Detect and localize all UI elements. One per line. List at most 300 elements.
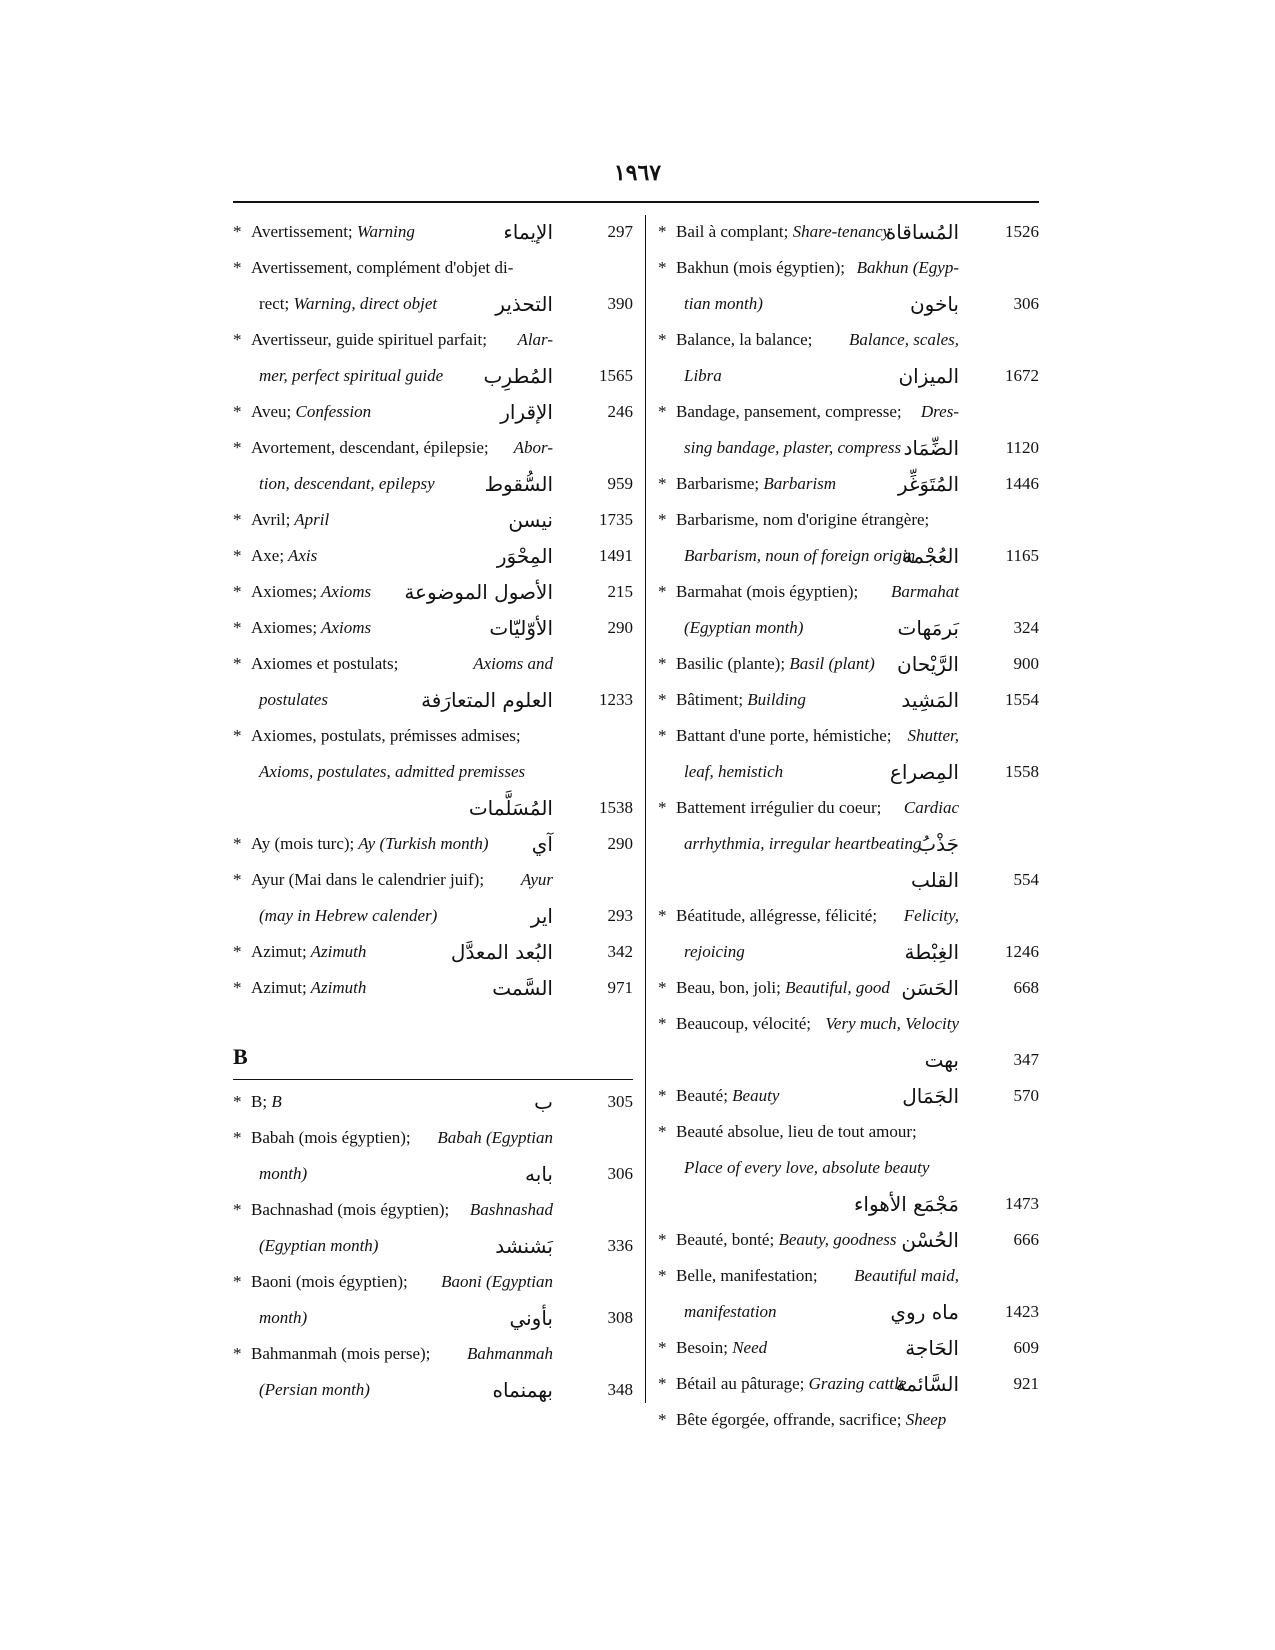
entry-line <box>658 1006 1039 1042</box>
french-term: Baoni (mois égyptien); <box>251 1272 408 1291</box>
english-term: Abor- <box>513 438 553 457</box>
entry-bullet: * <box>233 870 242 889</box>
dictionary-entry <box>233 862 633 934</box>
arabic-term: المَشِيد <box>901 688 959 712</box>
english-term: Beautiful maid, <box>854 1266 959 1285</box>
entry-bullet: * <box>658 978 667 997</box>
entry-text <box>676 466 836 502</box>
dictionary-entry <box>233 394 633 430</box>
entry-line <box>658 286 1039 322</box>
entry-line <box>658 1042 1039 1078</box>
entry-text <box>676 1006 959 1042</box>
entry-text <box>676 1258 959 1294</box>
entry-text <box>251 718 553 754</box>
entry-bullet: * <box>233 582 242 601</box>
arabic-term: المُساقاة <box>885 220 959 244</box>
entry-bullet: * <box>658 654 667 673</box>
entry-text <box>251 610 371 646</box>
entry-text <box>251 574 371 610</box>
english-term: month) <box>259 1308 308 1327</box>
entry-bullet: * <box>233 1092 242 1111</box>
french-term: Bâtiment; <box>676 690 744 709</box>
english-term: (Persian month) <box>259 1380 370 1399</box>
english-term: Bakhun (Egyp- <box>856 258 959 277</box>
entry-bullet: * <box>233 510 242 529</box>
entry-text <box>251 1120 553 1156</box>
dictionary-entry <box>658 1402 1039 1438</box>
entry-number: 293 <box>607 906 633 925</box>
english-term: Basil (plant) <box>785 654 875 673</box>
entry-bullet: * <box>658 402 667 421</box>
entry-bullet: * <box>233 222 242 241</box>
entry-number: 668 <box>1013 978 1039 997</box>
english-term: Barmahat <box>891 582 959 601</box>
entry-bullet: * <box>658 1122 667 1141</box>
french-term: Bahmanmah (mois perse); <box>251 1344 431 1363</box>
entry-bullet: * <box>233 618 242 637</box>
entry-number: 215 <box>607 582 633 601</box>
entry-number: 971 <box>607 978 633 997</box>
entry-number: 1423 <box>1005 1302 1039 1321</box>
entry-line <box>233 358 633 394</box>
entry-bullet: * <box>658 690 667 709</box>
entry-line <box>233 1264 633 1300</box>
dictionary-entry <box>233 646 633 718</box>
dictionary-entry <box>658 682 1039 718</box>
entry-bullet: * <box>658 1338 667 1357</box>
english-term: tian month) <box>684 294 763 313</box>
entry-line <box>658 1366 1039 1402</box>
dictionary-entry <box>233 1120 633 1192</box>
entry-bullet: * <box>658 906 667 925</box>
english-term: month) <box>259 1164 308 1183</box>
arabic-term: بهت <box>924 1048 959 1072</box>
entry-text <box>259 1372 370 1408</box>
english-term: B <box>267 1092 282 1111</box>
dictionary-entry <box>233 826 633 862</box>
entry-text <box>251 970 366 1006</box>
entry-number: 342 <box>607 942 633 961</box>
entry-number: 305 <box>607 1092 633 1111</box>
entry-text <box>676 646 875 682</box>
section-heading <box>233 1024 633 1084</box>
dictionary-entry <box>233 970 633 1006</box>
entry-number: 570 <box>1013 1086 1039 1105</box>
english-term: Felicity, <box>903 906 959 925</box>
entry-number: 666 <box>1013 1230 1039 1249</box>
arabic-term: القلب <box>910 868 959 892</box>
entry-number: 1233 <box>599 690 633 709</box>
french-term: Belle, manifestation; <box>676 1266 818 1285</box>
french-term: Basilic (plante); <box>676 654 786 673</box>
english-term: Shutter, <box>907 726 959 745</box>
entry-line <box>658 646 1039 682</box>
arabic-term: آي <box>531 832 553 856</box>
english-term: postulates <box>259 690 328 709</box>
entry-bullet: * <box>233 438 242 457</box>
entry-number: 1165 <box>1005 546 1039 565</box>
entry-line <box>233 502 633 538</box>
dictionary-entry <box>233 934 633 970</box>
english-term: Azimuth <box>306 942 367 961</box>
entry-bullet: * <box>233 1200 242 1219</box>
english-term: Place of every love, absolute beauty <box>684 1158 930 1177</box>
entry-bullet: * <box>658 798 667 817</box>
entry-line <box>233 898 633 934</box>
entry-number: 1538 <box>599 798 633 817</box>
entry-line <box>658 862 1039 898</box>
arabic-term: الميزان <box>898 364 959 388</box>
french-term: Battant d'une porte, hémistiche; <box>676 726 892 745</box>
english-term: Sheep <box>901 1410 947 1429</box>
entry-line <box>233 574 633 610</box>
entry-text <box>676 1114 959 1150</box>
entry-text <box>251 214 415 250</box>
entry-line <box>658 754 1039 790</box>
entry-number: 290 <box>607 834 633 853</box>
arabic-term: السَّائمة <box>895 1372 959 1396</box>
english-term: Beauty <box>727 1086 780 1105</box>
french-term: Axiomes, postulats, prémisses admises; <box>251 726 521 745</box>
entry-line <box>233 286 633 322</box>
entry-line <box>233 862 633 898</box>
entry-line <box>233 1336 633 1372</box>
entry-number: 1446 <box>1005 474 1039 493</box>
entry-line <box>233 322 633 358</box>
entry-text <box>251 1192 553 1228</box>
entry-text <box>676 1366 906 1402</box>
english-term: Dres- <box>920 402 959 421</box>
french-term: Bête égorgée, offrande, sacrifice; <box>676 1410 902 1429</box>
entry-line <box>233 682 633 718</box>
french-term: Bail à complant; <box>676 222 789 241</box>
entry-line <box>658 430 1039 466</box>
entry-bullet: * <box>233 1344 242 1363</box>
french-term: Avortement, descendant, épilepsie; <box>251 438 489 457</box>
entry-text <box>684 1150 959 1186</box>
entry-text <box>684 610 803 646</box>
dictionary-entry <box>658 1006 1039 1078</box>
entry-line <box>658 934 1039 970</box>
arabic-term: المِحْوَر <box>496 544 553 568</box>
dictionary-entry <box>658 214 1039 250</box>
english-term: Need <box>727 1338 768 1357</box>
entry-text <box>676 790 959 826</box>
arabic-term: السَّمت <box>492 976 553 1000</box>
french-term: rect; <box>259 294 290 313</box>
french-term: Axiomes et postulats; <box>251 654 399 673</box>
entry-text <box>259 898 437 934</box>
section-rule <box>233 1079 633 1080</box>
english-term: Bashnashad <box>469 1200 553 1219</box>
dictionary-entry <box>233 250 633 322</box>
french-term: Barmahat (mois égyptien); <box>676 582 859 601</box>
arabic-term: الأصول الموضوعة <box>404 580 553 604</box>
entry-bullet: * <box>233 942 242 961</box>
entry-number: 1491 <box>599 546 633 565</box>
entry-line <box>233 430 633 466</box>
french-term: Balance, la balance; <box>676 330 813 349</box>
dictionary-entry <box>658 1330 1039 1366</box>
french-term: Avril; <box>251 510 291 529</box>
arabic-term: باخون <box>909 292 959 316</box>
arabic-term: المِصراع <box>889 760 959 784</box>
french-term: Besoin; <box>676 1338 728 1357</box>
french-term: Battement irrégulier du coeur; <box>676 798 882 817</box>
entry-text <box>676 898 959 934</box>
entry-number: 290 <box>607 618 633 637</box>
entry-line <box>233 790 633 826</box>
dictionary-entry <box>233 610 633 646</box>
entry-line <box>658 1330 1039 1366</box>
entry-line <box>658 574 1039 610</box>
entry-text <box>251 322 553 358</box>
entry-text <box>251 934 366 970</box>
entry-bullet: * <box>233 258 242 277</box>
entry-text <box>259 1228 378 1264</box>
dictionary-entry <box>658 1222 1039 1258</box>
entry-text <box>676 574 959 610</box>
left-column <box>233 214 633 1408</box>
french-term: Beauté, bonté; <box>676 1230 775 1249</box>
entries-a <box>233 214 633 1006</box>
dictionary-entry <box>658 646 1039 682</box>
dictionary-entry <box>658 718 1039 790</box>
english-term: manifestation <box>684 1302 777 1321</box>
entry-bullet: * <box>658 1410 667 1429</box>
arabic-term: ب <box>534 1090 553 1114</box>
french-term: Axiomes; <box>251 582 318 601</box>
english-term: (Egyptian month) <box>259 1236 379 1255</box>
entry-line <box>658 1402 1039 1438</box>
entry-number: 1246 <box>1005 942 1039 961</box>
entry-number: 554 <box>1013 870 1039 889</box>
arabic-term: بأوني <box>509 1306 553 1330</box>
french-term: Beaucoup, vélocité; <box>676 1014 812 1033</box>
english-term: Bahmanmah <box>467 1344 553 1363</box>
arabic-term: نيسن <box>508 508 553 532</box>
english-term: Axioms and <box>473 654 553 673</box>
entry-line <box>658 1258 1039 1294</box>
dictionary-entry <box>233 718 633 826</box>
entry-bullet: * <box>233 978 242 997</box>
english-term: Ay (Turkish month) <box>354 834 489 853</box>
entry-text <box>259 754 553 790</box>
french-term: Beauté absolue, lieu de tout amour; <box>676 1122 917 1141</box>
dictionary-entry <box>658 574 1039 646</box>
entry-line <box>658 826 1039 862</box>
entry-text <box>676 214 890 250</box>
entry-line <box>658 610 1039 646</box>
entry-line <box>233 1228 633 1264</box>
dictionary-entry <box>658 466 1039 502</box>
arabic-term: بهمنماه <box>492 1378 553 1402</box>
dictionary-entry <box>658 502 1039 574</box>
english-term: Axioms, postulates, admitted premisses <box>259 762 526 781</box>
dictionary-entry <box>658 1366 1039 1402</box>
arabic-term: بَشنشد <box>495 1234 553 1258</box>
entry-line <box>233 718 633 754</box>
entry-number: 306 <box>1013 294 1039 313</box>
english-term: Confession <box>291 402 372 421</box>
entry-text <box>251 1336 553 1372</box>
entry-number: 306 <box>607 1164 633 1183</box>
entry-line <box>658 466 1039 502</box>
english-term: April <box>290 510 330 529</box>
arabic-term: البُعد المعدَّل <box>450 940 553 964</box>
entry-number: 1473 <box>1005 1194 1039 1213</box>
entries-b <box>233 1084 633 1408</box>
french-term: Bakhun (mois égyptien); <box>676 258 846 277</box>
dictionary-entry <box>233 322 633 394</box>
entry-line <box>233 1300 633 1336</box>
dictionary-entry <box>233 214 633 250</box>
entry-text <box>676 1330 767 1366</box>
english-term: Babah (Egyptian <box>437 1128 553 1147</box>
dictionary-entry <box>233 574 633 610</box>
right-column <box>658 214 1039 1438</box>
entry-line <box>233 466 633 502</box>
english-term: Ayur <box>520 870 553 889</box>
english-term: Alar- <box>517 330 553 349</box>
dictionary-entry <box>233 1264 633 1336</box>
french-term: Babah (mois égyptien); <box>251 1128 411 1147</box>
arabic-term: الأوّليّات <box>489 616 553 640</box>
entry-line <box>233 1192 633 1228</box>
entry-text <box>251 1084 282 1120</box>
french-term: Ayur (Mai dans le calendrier juif); <box>251 870 485 889</box>
entry-bullet: * <box>658 1374 667 1393</box>
dictionary-entry <box>233 538 633 574</box>
english-term: Azimuth <box>306 978 367 997</box>
entry-bullet: * <box>658 1086 667 1105</box>
entry-line <box>658 502 1039 538</box>
entries <box>658 214 1039 1438</box>
arabic-term: مَجْمَع الأهواء <box>854 1192 959 1216</box>
entry-number: 1554 <box>1005 690 1039 709</box>
french-term: Ay (mois turc); <box>251 834 355 853</box>
entry-text <box>684 430 901 466</box>
entry-text <box>259 682 328 718</box>
dictionary-entry <box>233 502 633 538</box>
entry-line <box>233 646 633 682</box>
arabic-term: الإيماء <box>503 220 553 244</box>
entry-bullet: * <box>658 1014 667 1033</box>
column-divider <box>645 215 646 1403</box>
french-term: Béatitude, allégresse, félicité; <box>676 906 878 925</box>
entry-line <box>233 1372 633 1408</box>
entry-bullet: * <box>658 582 667 601</box>
entry-number: 348 <box>607 1380 633 1399</box>
entry-number: 246 <box>607 402 633 421</box>
entry-bullet: * <box>233 1272 242 1291</box>
english-term: Libra <box>684 366 722 385</box>
entry-line <box>658 394 1039 430</box>
arabic-term: بابه <box>525 1162 553 1186</box>
entry-number: 1565 <box>599 366 633 385</box>
entry-bullet: * <box>233 546 242 565</box>
entry-bullet: * <box>233 834 242 853</box>
arabic-term: السُّقوط <box>484 472 553 496</box>
entry-bullet: * <box>658 726 667 745</box>
entry-bullet: * <box>658 222 667 241</box>
entry-text <box>259 466 435 502</box>
english-term: Building <box>743 690 806 709</box>
entry-number: 324 <box>1013 618 1039 637</box>
entry-line <box>658 718 1039 754</box>
french-term: Axiomes; <box>251 618 318 637</box>
entry-text <box>676 250 959 286</box>
entry-number: 1120 <box>1005 438 1039 457</box>
entry-text <box>684 754 783 790</box>
entry-line <box>658 250 1039 286</box>
english-term: sing bandage, plaster, compress <box>684 438 902 457</box>
dictionary-entry <box>658 970 1039 1006</box>
entry-text <box>259 1156 307 1192</box>
arabic-term: الجَمَال <box>902 1084 959 1108</box>
english-term: Cardiac <box>903 798 959 817</box>
entry-text <box>676 718 959 754</box>
entry-text <box>684 358 722 394</box>
entry-line <box>658 1222 1039 1258</box>
entry-text <box>251 1264 553 1300</box>
entry-line <box>233 754 633 790</box>
dictionary-entry <box>658 790 1039 898</box>
entry-text <box>251 538 317 574</box>
entry-text <box>676 502 959 538</box>
entry-bullet: * <box>658 258 667 277</box>
dictionary-entry <box>233 1084 633 1120</box>
french-term: Aveu; <box>251 402 292 421</box>
arabic-term: ماه روي <box>890 1300 959 1324</box>
entry-number: 1526 <box>1005 222 1039 241</box>
entry-text <box>676 1402 946 1438</box>
french-term: Beau, bon, joli; <box>676 978 781 997</box>
arabic-term: الحَسَن <box>901 976 959 1000</box>
dictionary-entry <box>658 1258 1039 1330</box>
entry-line <box>233 394 633 430</box>
dictionary-entry <box>658 898 1039 970</box>
entry-bullet: * <box>233 1128 242 1147</box>
entry-line <box>658 898 1039 934</box>
english-term: Beautiful, good <box>780 978 890 997</box>
entry-number: 297 <box>607 222 633 241</box>
entry-text <box>684 1294 777 1330</box>
dictionary-entry <box>233 1336 633 1408</box>
arabic-term: جَذْبُ <box>917 832 959 856</box>
entry-line <box>658 1186 1039 1222</box>
entry-number: 336 <box>607 1236 633 1255</box>
entry-line <box>233 214 633 250</box>
english-term: Baoni (Egyptian <box>441 1272 553 1291</box>
english-term: Grazing cattle <box>804 1374 907 1393</box>
entry-text <box>684 934 745 970</box>
entry-number: 1735 <box>599 510 633 529</box>
entry-line <box>233 1084 633 1120</box>
entry-number: 900 <box>1013 654 1039 673</box>
english-term: Warning, direct objet <box>289 294 438 313</box>
french-term: Avertissement; <box>251 222 353 241</box>
entry-line <box>658 1294 1039 1330</box>
entry-text <box>676 1078 779 1114</box>
entry-line <box>658 1150 1039 1186</box>
arabic-term: العلوم المتعارَفة <box>421 688 553 712</box>
french-term: Avertisseur, guide spirituel parfait; <box>251 330 487 349</box>
french-term: Beauté; <box>676 1086 728 1105</box>
entry-bullet: * <box>233 330 242 349</box>
english-term: Beauty, goodness <box>774 1230 897 1249</box>
english-term: Warning <box>352 222 415 241</box>
